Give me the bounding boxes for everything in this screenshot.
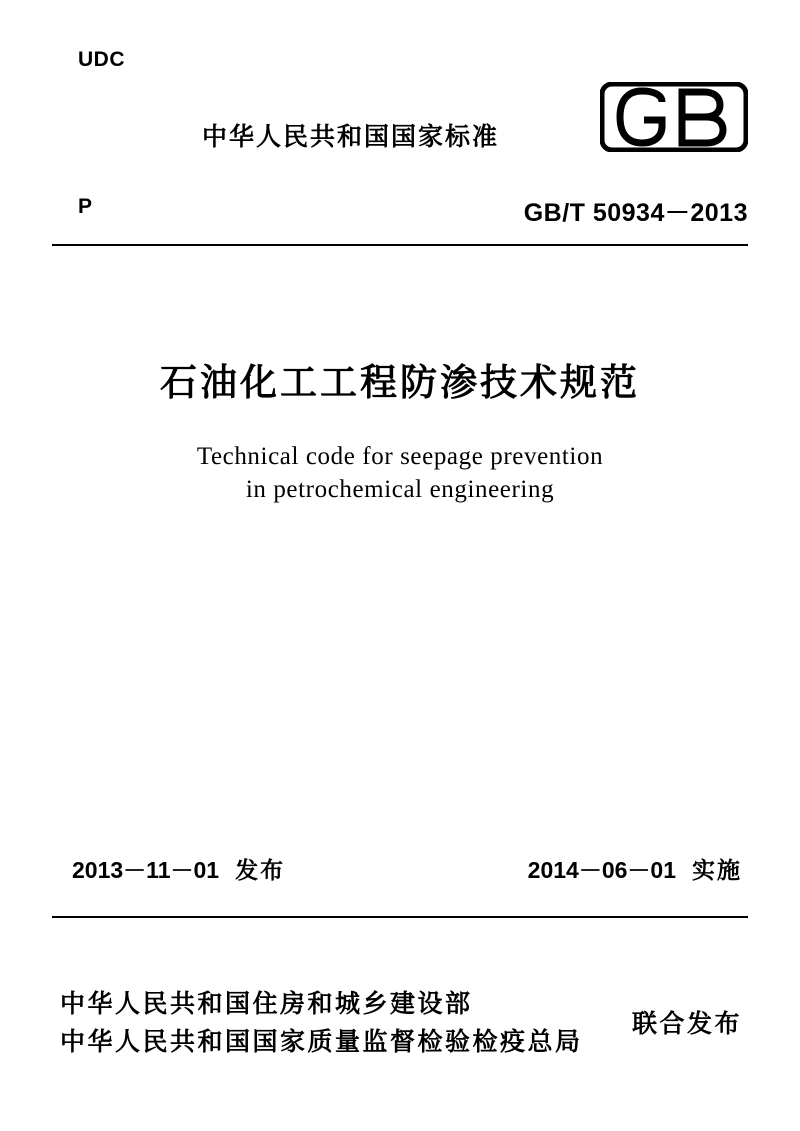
classification-letter: P <box>78 195 93 218</box>
title-english <box>0 440 800 506</box>
standard-number: GB/T 50934－2013 <box>523 199 748 227</box>
title-english-line1: Technical code for seepage prevention <box>196 443 604 470</box>
effective-date-group <box>528 852 742 885</box>
issue-date-value: 2013－11－01 <box>72 857 220 883</box>
title-english-line2: in petrochemical engineering <box>245 476 555 503</box>
date-row <box>52 852 748 886</box>
effective-date-label: 实施 <box>692 858 742 884</box>
issue-date-group <box>72 852 285 885</box>
udc-label: UDC <box>78 48 125 71</box>
effective-date-value: 2014－06－01 <box>527 857 676 883</box>
publisher-line-2: 中华人民共和国国家质量监督检验检疫总局 <box>60 1027 583 1056</box>
title-chinese: 石油化工工程防渗技术规范 <box>160 361 640 404</box>
divider-top <box>52 244 748 246</box>
publisher-block <box>60 985 583 1061</box>
gb-emblem-icon <box>600 82 748 152</box>
joint-issue-label: 联合发布 <box>631 1009 742 1038</box>
divider-bottom <box>52 916 748 918</box>
national-standard-heading: 中华人民共和国国家标准 <box>202 122 500 151</box>
publisher-line-1: 中华人民共和国住房和城乡建设部 <box>60 989 473 1018</box>
issue-date-label: 发布 <box>235 858 286 884</box>
